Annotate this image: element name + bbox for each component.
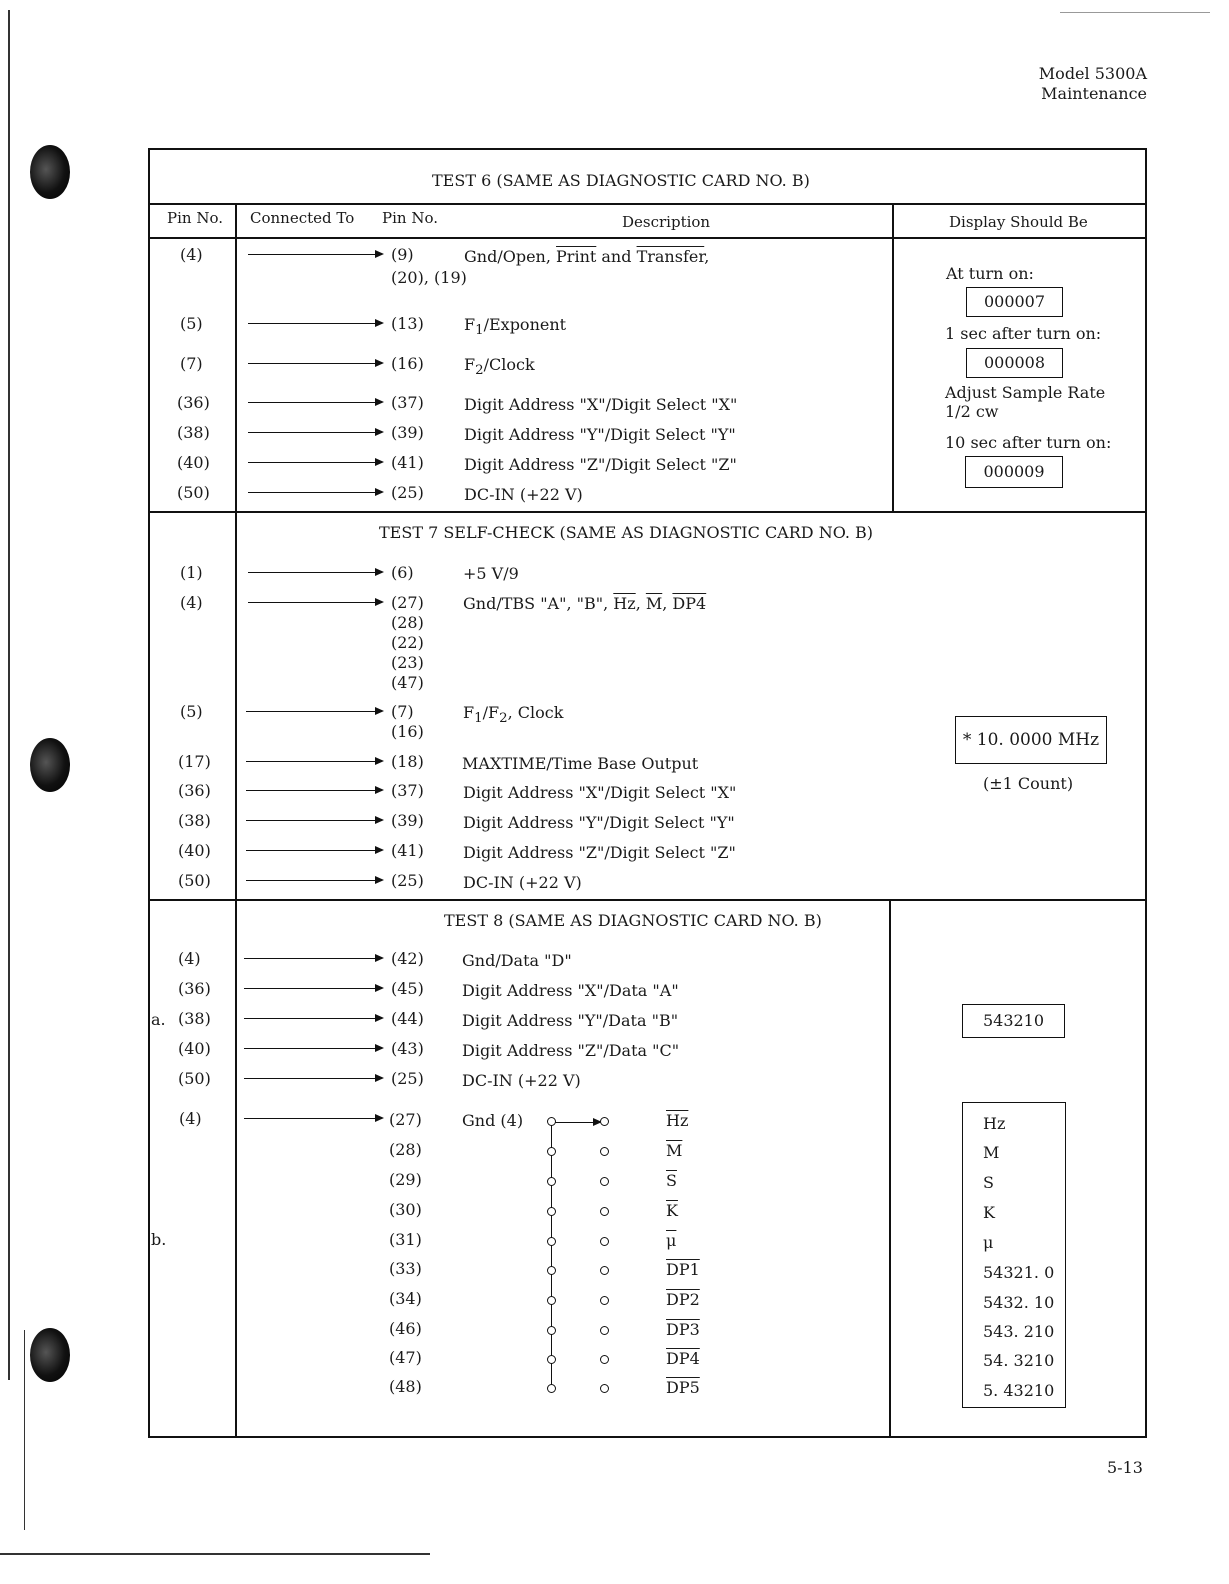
signal-name: DP2 bbox=[666, 1290, 700, 1309]
to-pin: (29) bbox=[389, 1170, 422, 1189]
display-label: 1/2 cw bbox=[945, 402, 999, 421]
binder-hole bbox=[30, 738, 70, 792]
pin: (50) bbox=[178, 871, 211, 890]
description: Digit Address "Z"/Digit Select "Z" bbox=[463, 843, 736, 862]
signal-name: DP4 bbox=[666, 1349, 700, 1368]
to-pin: (48) bbox=[389, 1377, 422, 1396]
display-value: S bbox=[983, 1173, 994, 1192]
pin: (17) bbox=[178, 752, 211, 771]
pin: (7) bbox=[180, 354, 203, 373]
contact bbox=[547, 1355, 556, 1364]
arrow bbox=[244, 1048, 382, 1049]
display-value: 5432. 10 bbox=[983, 1293, 1055, 1312]
to-pin-extra: (23) bbox=[391, 653, 424, 672]
description: DC-IN (+22 V) bbox=[463, 873, 582, 892]
rule bbox=[892, 203, 894, 513]
col-pin: Pin No. bbox=[167, 209, 223, 227]
description: MAXTIME/Time Base Output bbox=[462, 754, 699, 773]
model-label: Model 5300A bbox=[1038, 64, 1147, 83]
contact bbox=[600, 1147, 609, 1156]
top-rule bbox=[1060, 12, 1210, 13]
to-pin: (7) bbox=[391, 702, 414, 721]
contact bbox=[547, 1177, 556, 1186]
pin: (4) bbox=[179, 1109, 202, 1128]
to-pin: (39) bbox=[391, 423, 424, 442]
description: $F_1$/Exponent bbox=[464, 315, 567, 339]
pin: (40) bbox=[178, 841, 211, 860]
arrow bbox=[244, 1078, 382, 1079]
to-pin: (27) bbox=[391, 593, 424, 612]
bottom-rule bbox=[0, 1553, 430, 1555]
arrow bbox=[244, 988, 382, 989]
arrow bbox=[248, 363, 382, 364]
to-pin: (46) bbox=[389, 1319, 422, 1338]
pin: (36) bbox=[178, 979, 211, 998]
arrow bbox=[244, 958, 382, 959]
col-pin2: Pin No. bbox=[382, 209, 438, 227]
description: +5 V/9 bbox=[463, 564, 519, 583]
to-pin: (18) bbox=[391, 752, 424, 771]
contact bbox=[547, 1207, 556, 1216]
display-label: 1 sec after turn on: bbox=[945, 324, 1102, 343]
signal-name: $\overline{M}$ bbox=[666, 1141, 683, 1160]
pin: (36) bbox=[178, 781, 211, 800]
display-box: 000007 bbox=[966, 287, 1063, 317]
contact bbox=[600, 1266, 609, 1275]
to-pin: (16) bbox=[391, 354, 424, 373]
gnd-label: Gnd (4) bbox=[462, 1111, 524, 1130]
pin: (5) bbox=[180, 702, 203, 721]
display-value: K bbox=[983, 1203, 995, 1222]
section-label: Maintenance bbox=[1041, 84, 1147, 103]
arrow bbox=[246, 850, 382, 851]
margin-line bbox=[8, 10, 10, 1380]
description: Digit Address "Y"/Digit Select "Y" bbox=[464, 425, 736, 444]
pin: (38) bbox=[177, 423, 210, 442]
signal-name: $\overline{Hz}$ bbox=[666, 1111, 689, 1130]
to-pin: (39) bbox=[391, 811, 424, 830]
pin: (4) bbox=[180, 245, 203, 264]
pin: (5) bbox=[180, 314, 203, 333]
to-pin: (6) bbox=[391, 563, 414, 582]
col-connected: Connected To bbox=[250, 209, 355, 227]
description: Digit Address "X"/Digit Select "X" bbox=[463, 783, 737, 802]
display-value: 54321. 0 bbox=[983, 1263, 1055, 1282]
description: Digit Address "Y"/Digit Select "Y" bbox=[463, 813, 735, 832]
arrow bbox=[246, 790, 382, 791]
contact bbox=[547, 1384, 556, 1393]
arrow bbox=[248, 323, 382, 324]
description: Digit Address "Y"/Data "B" bbox=[462, 1011, 679, 1030]
test8-title: TEST 8 (SAME AS DIAGNOSTIC CARD NO. B) bbox=[444, 911, 822, 930]
description: Gnd/Data "D" bbox=[462, 951, 572, 970]
to-pin: (25) bbox=[391, 871, 424, 890]
to-pin: (41) bbox=[391, 453, 424, 472]
switch-bus bbox=[551, 1122, 552, 1388]
arrow bbox=[246, 761, 382, 762]
rule bbox=[148, 511, 1147, 513]
arrow bbox=[246, 820, 382, 821]
rule bbox=[148, 237, 1147, 239]
contact bbox=[547, 1326, 556, 1335]
margin-line-lower bbox=[24, 1330, 25, 1530]
to-pin: (13) bbox=[391, 314, 424, 333]
signal-name: $\overline{\mu}$ bbox=[666, 1231, 677, 1250]
binder-hole bbox=[30, 1328, 70, 1382]
contact bbox=[547, 1237, 556, 1246]
arrow bbox=[248, 432, 382, 433]
contact bbox=[600, 1207, 609, 1216]
contact bbox=[600, 1177, 609, 1186]
arrow bbox=[248, 462, 382, 463]
display-label: Adjust Sample Rate bbox=[945, 383, 1106, 402]
description: Digit Address "Z"/Data "C" bbox=[462, 1041, 680, 1060]
part-a-label: a. bbox=[151, 1010, 166, 1029]
to-pin: (31) bbox=[389, 1230, 422, 1249]
display-value: 543. 210 bbox=[983, 1322, 1055, 1341]
pin: (4) bbox=[178, 949, 201, 968]
description: $F_1/F_2$, Clock bbox=[463, 703, 564, 727]
test7-title: TEST 7 SELF-CHECK (SAME AS DIAGNOSTIC CARD NO. B) bbox=[379, 523, 874, 542]
signal-name: DP3 bbox=[666, 1320, 700, 1339]
arrow bbox=[248, 254, 382, 255]
to-pin: (34) bbox=[389, 1289, 422, 1308]
arrow bbox=[244, 1018, 382, 1019]
to-pin: (9) bbox=[391, 245, 414, 264]
display-label: 10 sec after turn on: bbox=[945, 433, 1112, 452]
to-pin-extra: (16) bbox=[391, 722, 424, 741]
pin: (50) bbox=[178, 1069, 211, 1088]
display-value: M bbox=[983, 1143, 1000, 1162]
test6-title: TEST 6 (SAME AS DIAGNOSTIC CARD NO. B) bbox=[432, 171, 810, 190]
pin: (38) bbox=[178, 1009, 211, 1028]
contact bbox=[600, 1384, 609, 1393]
contact bbox=[600, 1237, 609, 1246]
pin: (50) bbox=[177, 483, 210, 502]
rule bbox=[889, 899, 891, 1438]
contact bbox=[600, 1296, 609, 1305]
contact bbox=[600, 1355, 609, 1364]
to-pin-extra: (20), (19) bbox=[391, 268, 467, 287]
pin: (40) bbox=[178, 1039, 211, 1058]
display-label: At turn on: bbox=[946, 264, 1034, 283]
to-pin: (45) bbox=[391, 979, 424, 998]
col-display: Display Should Be bbox=[949, 213, 1088, 231]
contact bbox=[600, 1326, 609, 1335]
rule bbox=[148, 899, 1147, 901]
to-pin: (43) bbox=[391, 1039, 424, 1058]
to-pin-extra: (22) bbox=[391, 633, 424, 652]
to-pin: (30) bbox=[389, 1200, 422, 1219]
rule bbox=[148, 203, 1147, 205]
description: DC-IN (+22 V) bbox=[464, 485, 583, 504]
display-note: (±1 Count) bbox=[983, 774, 1074, 793]
to-pin: (28) bbox=[389, 1140, 422, 1159]
contact bbox=[547, 1266, 556, 1275]
description: DC-IN (+22 V) bbox=[462, 1071, 581, 1090]
to-pin: (33) bbox=[389, 1259, 422, 1278]
description: Digit Address "Z"/Digit Select "Z" bbox=[464, 455, 737, 474]
pin: (1) bbox=[180, 563, 203, 582]
arrow bbox=[248, 602, 382, 603]
to-pin: (44) bbox=[391, 1009, 424, 1028]
rule bbox=[235, 203, 237, 1438]
contact bbox=[600, 1117, 609, 1126]
part-b-label: b. bbox=[151, 1230, 167, 1249]
to-pin-extra: (28) bbox=[391, 613, 424, 632]
display-box: 543210 bbox=[962, 1004, 1065, 1038]
to-pin: (47) bbox=[389, 1348, 422, 1367]
display-box: 000008 bbox=[966, 348, 1063, 378]
to-pin: (25) bbox=[391, 1069, 424, 1088]
description: Gnd/TBS "A", "B", $\overline{Hz}$, $\overline{M}$, DP4 bbox=[463, 594, 707, 613]
arrow bbox=[248, 572, 382, 573]
display-box: * 10. 0000 MHz bbox=[955, 716, 1107, 764]
signal-name: $\overline{S}$ bbox=[666, 1171, 677, 1190]
binder-hole bbox=[30, 145, 70, 199]
to-pin: (41) bbox=[391, 841, 424, 860]
to-pin: (37) bbox=[391, 393, 424, 412]
description: $F_2$/Clock bbox=[464, 355, 535, 379]
to-pin: (42) bbox=[391, 949, 424, 968]
display-value: 5. 43210 bbox=[983, 1381, 1055, 1400]
pin: (4) bbox=[180, 593, 203, 612]
display-value: Hz bbox=[983, 1114, 1006, 1133]
description: Digit Address "X"/Data "A" bbox=[462, 981, 679, 1000]
page-number: 5-13 bbox=[1107, 1458, 1143, 1477]
to-pin: (25) bbox=[391, 483, 424, 502]
description: Digit Address "X"/Digit Select "X" bbox=[464, 395, 738, 414]
contact bbox=[547, 1117, 556, 1126]
display-value: μ bbox=[983, 1233, 994, 1252]
display-box: 000009 bbox=[965, 456, 1063, 488]
signal-name: $\overline{K}$ bbox=[666, 1201, 678, 1220]
contact bbox=[547, 1296, 556, 1305]
arrow bbox=[244, 1118, 382, 1119]
col-description: Description bbox=[622, 213, 711, 231]
signal-name: DP5 bbox=[666, 1378, 700, 1397]
contact bbox=[547, 1147, 556, 1156]
switch-arm bbox=[551, 1122, 600, 1123]
to-pin: (37) bbox=[391, 781, 424, 800]
pin: (40) bbox=[177, 453, 210, 472]
arrow bbox=[246, 880, 382, 881]
arrow bbox=[246, 711, 382, 712]
arrow bbox=[248, 402, 382, 403]
to-pin-extra: (47) bbox=[391, 673, 424, 692]
pin: (38) bbox=[178, 811, 211, 830]
display-value: 54. 3210 bbox=[983, 1351, 1055, 1370]
description: Gnd/Open, Print and Transfer, bbox=[464, 247, 710, 266]
signal-name: DP1 bbox=[666, 1260, 700, 1279]
to-pin: (27) bbox=[389, 1110, 422, 1129]
pin: (36) bbox=[177, 393, 210, 412]
arrow bbox=[248, 492, 382, 493]
